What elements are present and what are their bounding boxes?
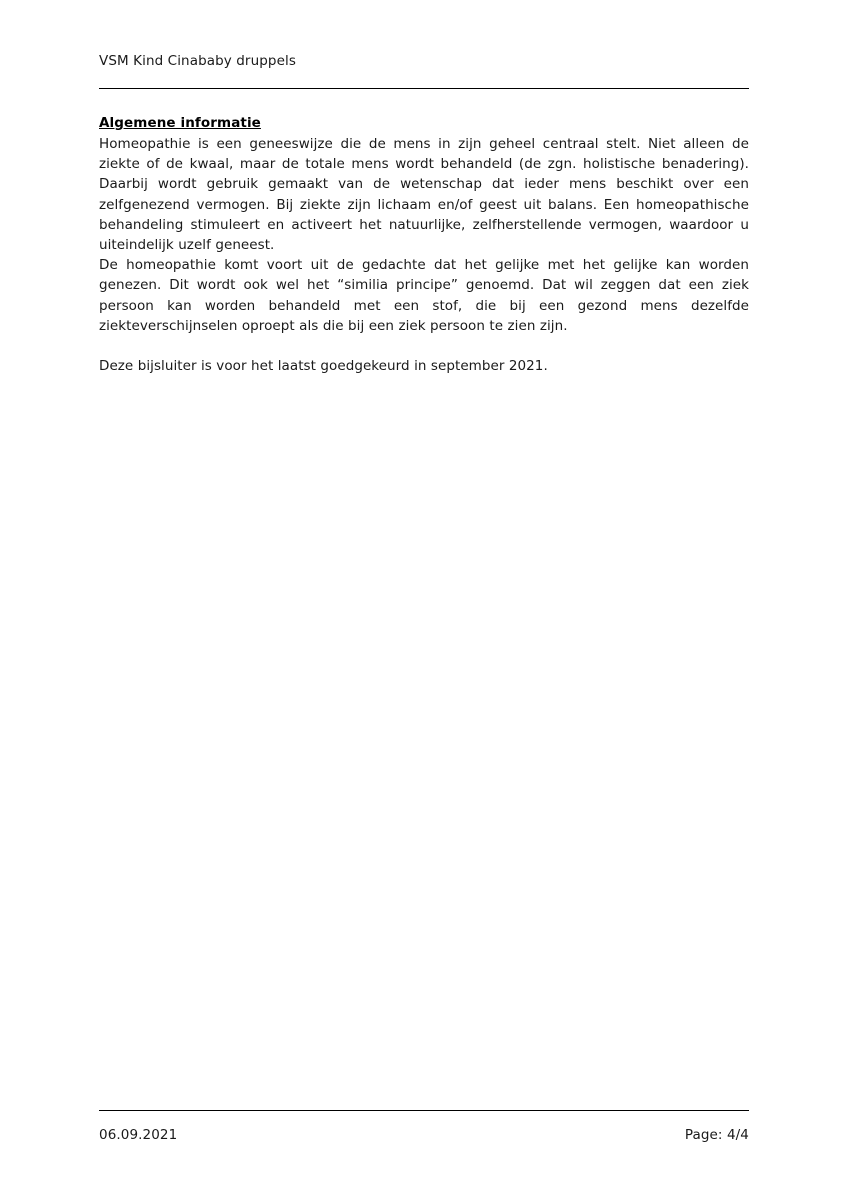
header-divider xyxy=(99,88,749,89)
paragraph-approval-date: Deze bijsluiter is voor het laatst goedgekeurd in september 2021. xyxy=(99,358,548,375)
page-body xyxy=(99,113,749,376)
paragraph-spacer xyxy=(99,336,749,356)
header-title: VSM Kind Cinababy druppels xyxy=(99,53,296,69)
footer-page-number: Page: 4/4 xyxy=(684,1127,749,1143)
paragraph-general-info-2: De homeopathie komt voort uit de gedachte dat het gelijke met het gelijke kan worden genezen. Dit wordt ook wel het “similia principe” genoemd. Dat wil zeggen dat een ziek persoon kan worden behandeld met een stof, die bij een gezond mens dezelfde ziekteverschijnselen oproept als die bij een ziek persoon te zien zijn. xyxy=(99,257,749,334)
footer-divider xyxy=(99,1110,749,1111)
page-header xyxy=(99,52,749,70)
footer-date: 06.09.2021 xyxy=(99,1127,178,1143)
page-footer xyxy=(99,1126,749,1144)
section-heading: Algemene informatie xyxy=(99,115,261,131)
paragraph-general-info-1: Homeopathie is een geneeswijze die de mens in zijn geheel centraal stelt. Niet alleen de ziekte of de kwaal, maar de totale mens wordt behandeld (de zgn. holistische benadering). Daarbij wordt gebruik gemaakt van de wetenschap dat ieder mens beschikt over een zelfgenezend vermogen. Bij ziekte zijn lichaam en/of geest uit balans. Een homeopathische behandeling stimuleert en activeert het natuurlijke, zelfherstellende vermogen, waardoor u uiteindelijk uzelf geneest. xyxy=(99,136,749,254)
